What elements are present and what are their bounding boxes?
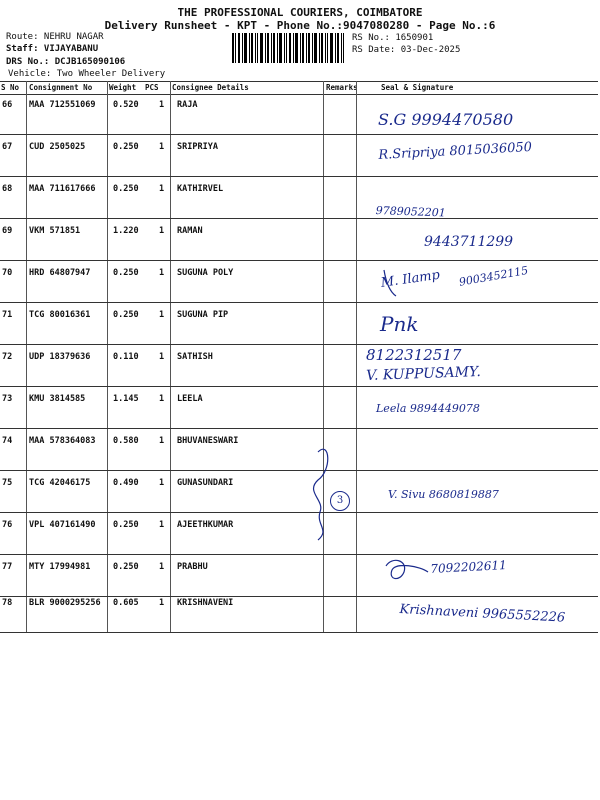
row-pcs: 1 bbox=[159, 352, 165, 362]
row-weight: 1.220 bbox=[113, 226, 139, 236]
col-remarks: Remarks bbox=[326, 83, 358, 92]
row-sno: 74 bbox=[2, 436, 13, 446]
row-consignment: CUD 2505025 bbox=[29, 142, 86, 152]
signature-text: R.Sripriya 8015036050 bbox=[378, 139, 533, 163]
row-consignee: SUGUNA POLY bbox=[177, 268, 234, 278]
row-sno: 78 bbox=[2, 598, 13, 608]
row-pcs: 1 bbox=[159, 184, 165, 194]
row-pcs: 1 bbox=[159, 226, 165, 236]
row-consignee: RAMAN bbox=[177, 226, 203, 236]
route-label: Route: NEHRU NAGAR bbox=[6, 32, 104, 42]
signature-text: 9003452115 bbox=[458, 263, 530, 289]
signature-text: Pnk bbox=[380, 312, 419, 336]
row-weight: 0.520 bbox=[113, 100, 139, 110]
row-consignee: RAJA bbox=[177, 100, 198, 110]
row-consignment: HRD 64807947 bbox=[29, 268, 91, 278]
row-sno: 71 bbox=[2, 310, 13, 320]
row-pcs: 1 bbox=[159, 268, 165, 278]
row-sno: 77 bbox=[2, 562, 13, 572]
row-weight: 0.580 bbox=[113, 436, 139, 446]
rs-no-label: RS No.: 1650901 bbox=[352, 33, 434, 43]
circled-mark: 3 bbox=[330, 491, 350, 511]
row-consignment: TCG 42046175 bbox=[29, 478, 91, 488]
row-weight: 0.250 bbox=[113, 268, 139, 278]
row-weight: 0.110 bbox=[113, 352, 139, 362]
row-sno: 72 bbox=[2, 352, 13, 362]
row-consignee: AJEETHKUMAR bbox=[177, 520, 234, 530]
company-title: THE PROFESSIONAL COURIERS, COIMBATORE bbox=[177, 6, 423, 19]
row-weight: 1.145 bbox=[113, 394, 139, 404]
row-weight: 0.490 bbox=[113, 478, 139, 488]
row-consignment: KMU 3814585 bbox=[29, 394, 86, 404]
row-pcs: 1 bbox=[159, 394, 165, 404]
signature-text: 9789052201 bbox=[375, 204, 446, 220]
row-sno: 75 bbox=[2, 478, 13, 488]
signature-text: V. KUPPUSAMY. bbox=[366, 363, 482, 384]
row-sno: 73 bbox=[2, 394, 13, 404]
signature-text: Leela 9894449078 bbox=[376, 402, 480, 415]
row-pcs: 1 bbox=[159, 310, 165, 320]
row-consignee: KRISHNAVENI bbox=[177, 598, 234, 608]
row-sno: 68 bbox=[2, 184, 13, 194]
signature-text: V. Sivu 8680819887 bbox=[388, 488, 499, 501]
row-pcs: 1 bbox=[159, 142, 165, 152]
staff-label: Staff: VIJAYABANU bbox=[6, 44, 99, 54]
signature-text: Krishnaveni 9965552226 bbox=[399, 602, 566, 626]
row-consignment: TCG 80016361 bbox=[29, 310, 91, 320]
col-signature: Seal & Signature bbox=[381, 83, 454, 92]
row-sno: 67 bbox=[2, 142, 13, 152]
row-consignee: BHUVANESWARI bbox=[177, 436, 239, 446]
signature-text: 9443711299 bbox=[424, 234, 514, 250]
signature-text: 7092202611 bbox=[430, 558, 507, 576]
row-sno: 66 bbox=[2, 100, 13, 110]
row-consignment: MAA 578364083 bbox=[29, 436, 96, 446]
row-weight: 0.250 bbox=[113, 184, 139, 194]
col-pcs: PCS bbox=[145, 83, 159, 92]
row-consignee: GUNASUNDARI bbox=[177, 478, 234, 488]
row-pcs: 1 bbox=[159, 520, 165, 530]
row-consignment: MTY 17994981 bbox=[29, 562, 91, 572]
row-consignment: BLR 9000295256 bbox=[29, 598, 101, 608]
vehicle-label: Vehicle: Two Wheeler Delivery bbox=[8, 69, 166, 79]
signature-text: S.G 9994470580 bbox=[378, 110, 514, 129]
row-pcs: 1 bbox=[159, 598, 165, 608]
row-consignment: UDP 18379636 bbox=[29, 352, 91, 362]
runsheet-title: Delivery Runsheet - KPT - Phone No.:9047080280 - Page No.:6 bbox=[104, 19, 496, 32]
row-sno: 70 bbox=[2, 268, 13, 278]
col-consignee: Consignee Details bbox=[172, 83, 249, 92]
row-consignment: VPL 407161490 bbox=[29, 520, 96, 530]
row-consignee: LEELA bbox=[177, 394, 203, 404]
signature-text: 8122312517 bbox=[366, 346, 462, 364]
row-consignment: MAA 711617666 bbox=[29, 184, 96, 194]
row-weight: 0.250 bbox=[113, 520, 139, 530]
row-consignment: VKM 571851 bbox=[29, 226, 81, 236]
rs-date-label: RS Date: 03-Dec-2025 bbox=[352, 45, 461, 55]
row-pcs: 1 bbox=[159, 436, 165, 446]
row-weight: 0.250 bbox=[113, 562, 139, 572]
row-consignee: KATHIRVEL bbox=[177, 184, 224, 194]
row-consignee: SATHISH bbox=[177, 352, 213, 362]
col-sno: S No bbox=[1, 83, 20, 92]
row-sno: 69 bbox=[2, 226, 13, 236]
row-consignee: SUGUNA PIP bbox=[177, 310, 229, 320]
row-weight: 0.250 bbox=[113, 310, 139, 320]
row-pcs: 1 bbox=[159, 562, 165, 572]
drs-label: DRS No.: DCJB165090106 bbox=[6, 57, 126, 67]
row-consignment: MAA 712551069 bbox=[29, 100, 96, 110]
row-consignee: SRIPRIYA bbox=[177, 142, 218, 152]
row-weight: 0.250 bbox=[113, 142, 139, 152]
row-consignee: PRABHU bbox=[177, 562, 208, 572]
col-consignment: Consignment No bbox=[29, 83, 93, 92]
col-weight: Weight bbox=[109, 83, 137, 92]
row-pcs: 1 bbox=[159, 478, 165, 488]
row-weight: 0.605 bbox=[113, 598, 139, 608]
row-pcs: 1 bbox=[159, 100, 165, 110]
signature-text: M. Ilamp bbox=[380, 267, 441, 291]
row-sno: 76 bbox=[2, 520, 13, 530]
